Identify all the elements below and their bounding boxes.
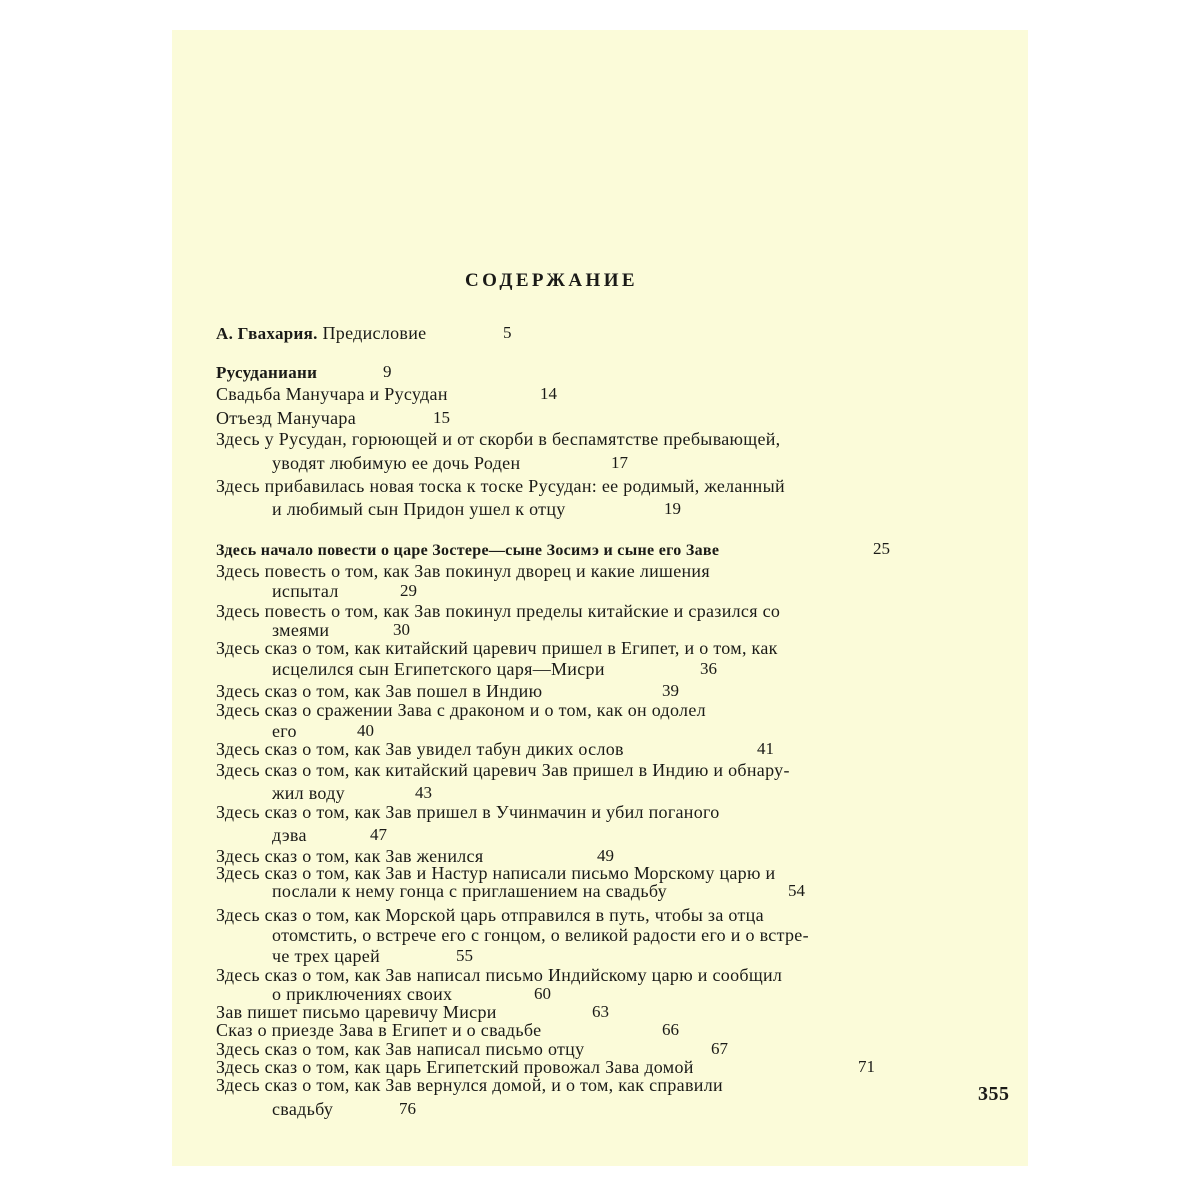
toc-entry-8-line-1: Здесь повесть о том, как Зав покинул пределы китайские и сразился со [216,601,781,621]
page-ref: 25 [873,539,890,558]
page-ref: 63 [592,1002,609,1021]
toc-entry-14-line-2: дэва [272,825,307,845]
page-ref: 5 [503,323,512,342]
toc-section-title [216,362,317,383]
author-name: А. Гвахария. [216,324,318,343]
toc-entry-23-line-1: Здесь сказ о том, как Зав вернулся домой, и о том, как справили [216,1075,723,1095]
toc-entry-2: Свадьба Манучара и Русудан [216,384,448,404]
toc-entry-7-line-2: испытал [272,581,339,601]
toc-entry-16-line-2: послали к нему гонца с приглашением на свадьбу [272,881,667,901]
toc-entry-16-line-1: Здесь сказ о том, как Зав и Настур написали письмо Морскому царю и [216,863,776,883]
page-ref: 19 [664,499,681,518]
toc-entry-11-line-1: Здесь сказ о сражении Зава с драконом и о том, как он одолел [216,700,706,720]
page-ref: 39 [662,681,679,700]
page-ref: 14 [540,384,557,403]
toc-entry-20: Сказ о приезде Зава в Египет и о свадьбе [216,1020,542,1040]
page-ref: 67 [711,1039,728,1058]
toc-entry-8-line-2: змеями [272,620,330,640]
page-ref: 76 [399,1099,416,1118]
toc-entry-3: Отъезд Манучара [216,408,356,428]
page-ref: 30 [393,620,410,639]
page-ref: 54 [788,881,805,900]
page-ref: 15 [433,408,450,427]
section-title: Русуданиани [216,363,318,382]
toc-entry-15: Здесь сказ о том, как Зав женился [216,846,484,866]
toc-entry-4-line-2: уводят любимую ее дочь Роден [272,453,521,473]
toc-entry-17-line-2: отомстить, о встрече его с гонцом, о великой радости его и о встре- [272,925,809,945]
toc-heading: СОДЕРЖАНИЕ [465,270,638,291]
page-ref: 36 [700,659,717,678]
toc-entry-11-line-2: его [272,721,297,741]
page-number: 355 [978,1083,1010,1105]
toc-entry-9-line-1: Здесь сказ о том, как китайский царевич пришел в Египет, и о том, как [216,638,778,658]
page-ref: 29 [400,581,417,600]
page-ref: 60 [534,984,551,1003]
page-ref: 49 [597,846,614,865]
toc-entry-5-line-1: Здесь прибавилась новая тоска к тоске Русудан: ее родимый, желанный [216,476,785,496]
toc-section-title-2 [216,539,719,560]
page-ref: 41 [757,739,774,758]
toc-entry-4-line-1: Здесь у Русудан, горюющей и от скорби в беспамятстве пребывающей, [216,429,781,449]
toc-entry-12: Здесь сказ о том, как Зав увидел табун диких ослов [216,739,624,759]
section-title: Здесь начало повести о царе Зостере—сыне Зосимэ и сыне его Заве [216,542,720,559]
toc-entry-18-line-1: Здесь сказ о том, как Зав написал письмо Индийскому царю и сообщил [216,965,783,985]
toc-entry-13-line-1: Здесь сказ о том, как китайский царевич Зав пришел в Индию и обнару- [216,760,790,780]
toc-entry-9-line-2: исцелился сын Египетского царя—Мисри [272,659,605,679]
entry-title: Предисловие [317,323,427,343]
toc-entry-17-line-1: Здесь сказ о том, как Морской царь отправился в путь, чтобы за отца [216,905,764,925]
toc-entry-7-line-1: Здесь повесть о том, как Зав покинул дворец и какие лишения [216,561,710,581]
toc-entry-14-line-1: Здесь сказ о том, как Зав пришел в Учинмачин и убил поганого [216,802,720,822]
toc-entry-19: Зав пишет письмо царевичу Мисри [216,1002,497,1022]
page-ref: 47 [370,825,387,844]
page-ref: 17 [611,453,628,472]
toc-entry-22: Здесь сказ о том, как царь Египетский провожал Зава домой [216,1057,694,1077]
toc-entry-5-line-2: и любимый сын Придон ушел к отцу [272,499,566,519]
page-ref: 40 [357,721,374,740]
toc-entry-21: Здесь сказ о том, как Зав написал письмо отцу [216,1039,585,1059]
toc-entry-13-line-2: жил воду [272,783,345,803]
page-ref: 9 [383,362,392,381]
toc-entry-23-line-2: свадьбу [272,1099,334,1119]
toc-entry-17-line-3: че трех царей [272,946,381,966]
toc-entry-18-line-2: о приключениях своих [272,984,453,1004]
toc-entry-0 [216,323,426,344]
page-ref: 43 [415,783,432,802]
page-ref: 71 [858,1057,875,1076]
page-ref: 55 [456,946,473,965]
toc-entry-10: Здесь сказ о том, как Зав пошел в Индию [216,681,543,701]
page-ref: 66 [662,1020,679,1039]
